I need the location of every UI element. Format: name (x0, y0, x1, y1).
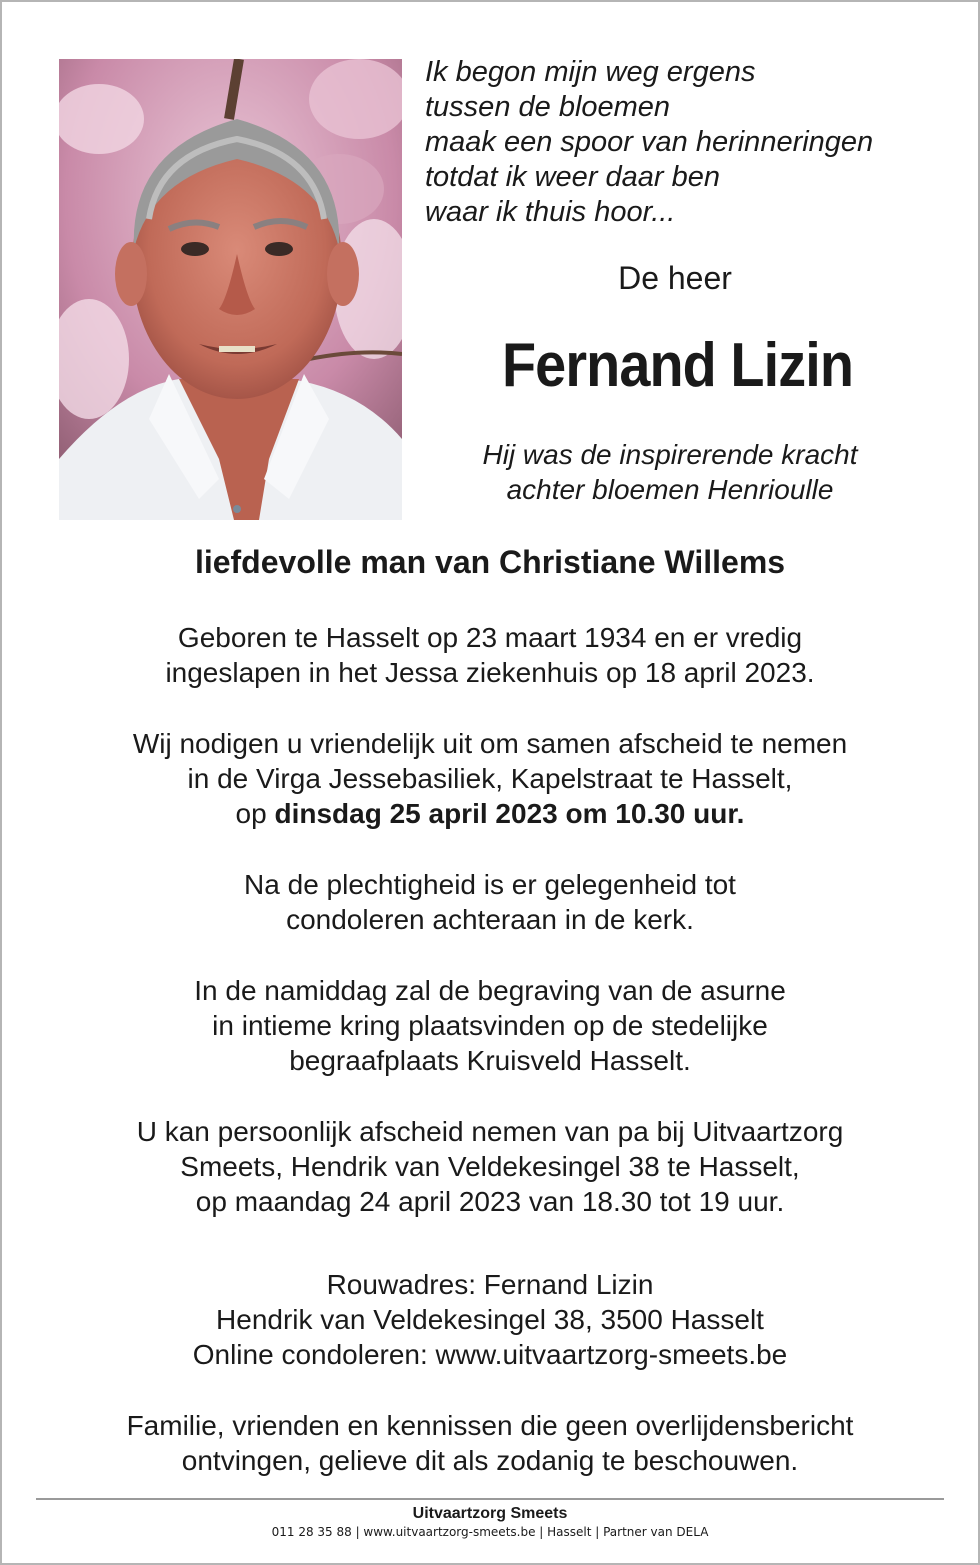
ceremony-line-2: in de Virga Jessebasiliek, Kapelstraat te Hasselt, (187, 763, 793, 794)
husband-line: liefdevolle man van Christiane Willems (194, 544, 786, 580)
birth-line-2: ingeslapen in het Jessa ziekenhuis op 18 april 2023. (165, 657, 815, 688)
notice-paragraph (0, 1408, 980, 1478)
condolence-line-1: Na de plechtigheid is er gelegenheid tot (244, 869, 736, 900)
notice-line-1: Familie, vrienden en kennissen die geen overlijdensbericht (126, 1410, 854, 1441)
address-line-3: Online condoleren: www.uitvaartzorg-smeets.be (192, 1339, 788, 1370)
notice-body (0, 620, 980, 1514)
condolence-line-2: condoleren achteraan in de kerk. (286, 904, 694, 935)
visitation-paragraph (0, 1114, 980, 1219)
tribute-line: achter bloemen Henrioulle (506, 474, 834, 505)
deceased-name: Fernand Lizin (502, 331, 853, 400)
poem-line: maak een spoor van herinneringen (425, 126, 874, 158)
poem-line: totdat ik weer daar ben (425, 161, 721, 193)
name-prefix: De heer (618, 260, 732, 296)
ceremony-paragraph (0, 726, 980, 831)
visitation-line-1: U kan persoonlijk afscheid nemen van pa bij Uitvaartzorg (136, 1116, 844, 1147)
portrait-photo (59, 59, 402, 520)
address-line-2: Hendrik van Veldekesingel 38, 3500 Hasselt (216, 1304, 764, 1335)
footer-contact-info: 011 28 35 88 | www.uitvaartzorg-smeets.be | Hasselt | Partner van DELA (271, 1525, 709, 1539)
condolence-paragraph (0, 867, 980, 937)
burial-line-1: In de namiddag zal de begraving van de asurne (194, 975, 786, 1006)
footer-company-name: Uitvaartzorg Smeets (412, 1505, 568, 1522)
tribute (430, 437, 910, 507)
poem-line: tussen de bloemen (425, 91, 671, 123)
footer-divider (36, 1498, 944, 1500)
ceremony-line-3-prefix: op (235, 798, 267, 829)
visitation-line-3: op maandag 24 april 2023 van 18.30 tot 19 uur. (195, 1186, 785, 1217)
address-paragraph (0, 1267, 980, 1372)
ceremony-date-time: dinsdag 25 april 2023 om 10.30 uur. (274, 798, 745, 829)
tribute-line: Hij was de inspirerende kracht (482, 439, 858, 470)
visitation-line-2: Smeets, Hendrik van Veldekesingel 38 te Hasselt, (180, 1151, 800, 1182)
poem-line: Ik begon mijn weg ergens (425, 56, 756, 88)
birth-line-1: Geboren te Hasselt op 23 maart 1934 en er vredig (177, 622, 803, 653)
notice-line-2: ontvingen, gelieve dit als zodanig te beschouwen. (181, 1445, 799, 1476)
ceremony-line-1: Wij nodigen u vriendelijk uit om samen afscheid te nemen (132, 728, 848, 759)
poem (425, 55, 945, 230)
burial-line-2: in intieme kring plaatsvinden op de stedelijke (212, 1010, 768, 1041)
burial-paragraph (0, 973, 980, 1078)
poem-line: waar ik thuis hoor... (425, 196, 676, 228)
birth-paragraph (0, 620, 980, 690)
burial-line-3: begraafplaats Kruisveld Hasselt. (289, 1045, 691, 1076)
address-line-1: Rouwadres: Fernand Lizin (326, 1269, 654, 1300)
